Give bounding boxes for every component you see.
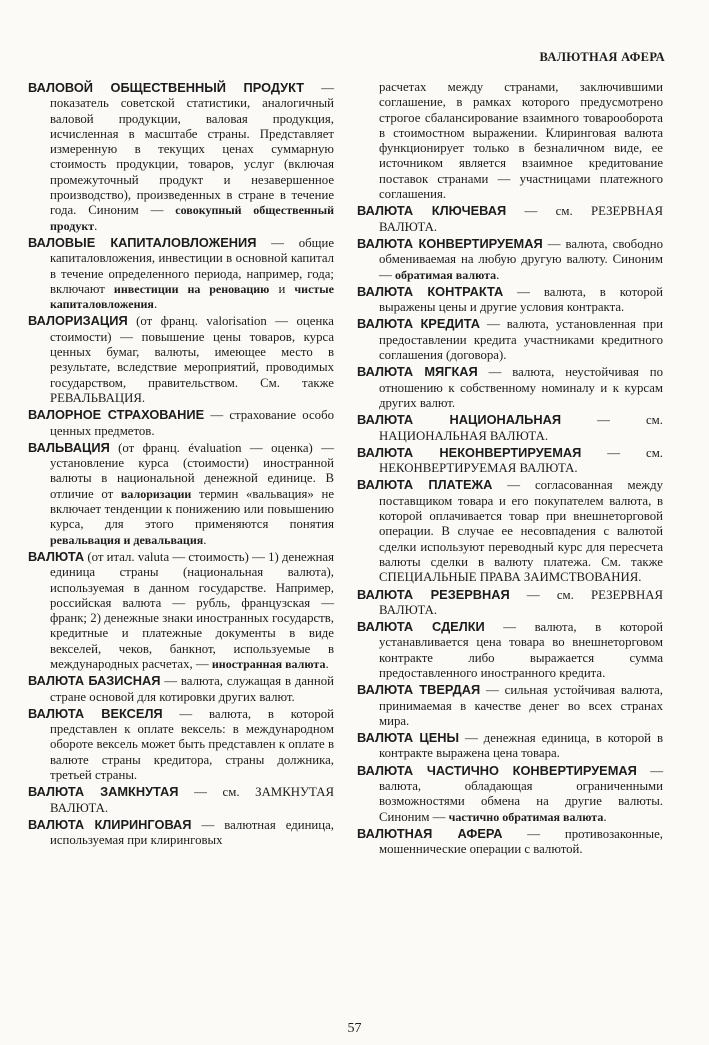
entry-body: . (325, 656, 329, 671)
entry-body: — см. НАЦИОНАЛЬНАЯ ВАЛЮТА. (379, 413, 663, 443)
entry-body: и (269, 281, 295, 296)
entry-body: — показатель советской статистики, аналогичный валовой продукции, валовая продукция, исчисленная в масштабе страны. Представляет измеренную в текущих ценах суммарную стоимость продукции, товаров, услуг (включая промежуточный продукт и незавершенное производство), произведенных в стране в течение года. Синоним — (50, 81, 334, 218)
dictionary-entry (357, 316, 663, 363)
entry-body: — страхование особо ценных предметов. (50, 408, 334, 438)
dictionary-entry (28, 313, 334, 406)
dictionary-entry (357, 284, 663, 316)
dictionary-entry (357, 477, 663, 585)
entry-headword: ВАЛОВОЙ ОБЩЕСТВЕННЫЙ ПРОДУКТ (28, 80, 305, 95)
entry-body: — см. НЕКОНВЕРТИРУЕМАЯ ВАЛЮТА. (379, 445, 663, 476)
dictionary-entry (28, 80, 334, 234)
entry-body: — валюта, в которой выражены цены и другие условия контракта. (379, 284, 663, 315)
page-number: 57 (347, 1021, 362, 1036)
entry-body: . (153, 297, 158, 312)
entry-body: . (603, 809, 607, 824)
entry-body: — валюта, в которой представлен к оплате вексель: в международном обороте вексель может быть представлен к оплате в валюте страны кредитора, страны должника, третьей страны. (50, 706, 334, 783)
entry-body: — общие капиталовложения, инвестиции в основной капитал в течение определенного периода, например, года; включают (50, 235, 334, 296)
dictionary-entry (28, 407, 334, 439)
dictionary-entry (28, 706, 334, 783)
entry-body: — см. РЕЗЕРВНАЯ ВАЛЮТА. (379, 204, 663, 234)
entry-cross-reference: обратимая валюта (395, 267, 497, 282)
entry-cross-reference: совокупный общественный продукт (50, 203, 335, 233)
entry-body: (от итал. valuta — стоимость) — 1) денежная единица страны (национальная валюта), используемая в данном государстве. Например, российская валюта — рубль, французская — франк; 2) денежные знаки иностранных государств, кредитные и платежные документы в виде векселей, чеков, банкнот, используемые в международных расчетах, — (50, 549, 334, 671)
entry-headword: ВАЛЮТА ПЛАТЕЖА (357, 477, 493, 493)
entry-body: — валютная единица, используемая при клиринговых (50, 817, 334, 848)
left-column (28, 80, 334, 850)
dictionary-entry (28, 235, 334, 312)
entry-body: — противозаконные, мошеннические операции с валютой. (379, 826, 663, 857)
entry-headword: ВАЛЮТА НЕКОНВЕРТИРУЕМАЯ (357, 444, 582, 460)
right-column (357, 80, 663, 859)
dictionary-entry (357, 236, 663, 283)
dictionary-entry (357, 587, 663, 619)
entry-body: — см. РЕЗЕРВНАЯ ВАЛЮТА. (379, 587, 663, 617)
entry-cross-reference: инвестиции на реновацию (113, 281, 270, 296)
dictionary-entry (357, 826, 663, 858)
entry-body: термин «вальвация» не включает тенденции к понижению или повышению курса, для этого применяются понятия (50, 486, 334, 532)
entry-body: — валюта, служащая в данной стране основой для котировки других валют. (50, 674, 334, 704)
entry-headword: ВАЛОРНОЕ СТРАХОВАНИЕ (28, 407, 205, 423)
entry-headword: ВАЛЬВАЦИЯ (28, 439, 110, 455)
entry-body: — валюта, неустойчивая по отношению к собственному номиналу и к курсам других валют. (379, 365, 664, 410)
dictionary-entry (357, 619, 663, 681)
entry-headword: ВАЛОРИЗАЦИЯ (28, 313, 128, 329)
dictionary-entry (357, 80, 663, 202)
entry-headword: ВАЛОВЫЕ КАПИТАЛОВЛОЖЕНИЯ (28, 234, 257, 250)
entry-headword: ВАЛЮТА (28, 548, 85, 564)
entry-body: — согласованная между поставщиком товара и его покупателем валюта, в которой оплачивается товар при внешнеторговой операции. В случае ее несовпадения с валютой сделки используют переводный курс для пересчета валюты сделки в валюту платежа. См. также СПЕЦИАЛЬНЫЕ ПРАВА ЗАИМСТВОВАНИЯ. (379, 478, 664, 585)
entry-headword: ВАЛЮТА НАЦИОНАЛЬНАЯ (357, 412, 562, 428)
dictionary-entry (357, 364, 663, 411)
entry-body: — валюта, установленная при предоставлении кредита участниками кредитного соглашения (договора). (379, 317, 663, 363)
entry-body: — денежная единица, в которой в контракте выражена цена товара. (379, 731, 663, 761)
entry-body: — валюта, обладающая ограниченными возможностями обмена на другие валюты. Синоним — (379, 763, 663, 824)
dictionary-entry (357, 203, 663, 235)
entry-headword: ВАЛЮТА ТВЕРДАЯ (357, 682, 481, 698)
entry-headword: ВАЛЮТА КЛИРИНГОВАЯ (28, 816, 192, 832)
entry-body: (от франц. évaluation — оценка) — установление курса (стоимости) иностранной валюты в национальной денежной единице. В отличие от (50, 440, 334, 501)
entry-cross-reference: ревальвация и девальвация (50, 532, 204, 547)
entry-headword: ВАЛЮТА ЗАМКНУТАЯ (28, 784, 179, 800)
entry-body: . (203, 532, 207, 547)
dictionary-entry (357, 682, 663, 729)
entry-body: расчетах между странами, заключившими соглашение, в рамках которого предусмотрено строгое сбалансирование взаимного товарооборота в стоимостном выражении. Клиринговая валюта функционирует только в безналичном виде, ее источником является взаимное кредитование поставок странами — участницами платежного соглашения. (379, 80, 663, 202)
entry-headword: ВАЛЮТА ЦЕНЫ (357, 730, 460, 746)
running-head: ВАЛЮТНАЯ АФЕРА (539, 50, 665, 64)
entry-body: — валюта, в которой устанавливается цена товара во внешнеторговом контракте либо выражается сумма предоставленного иностранного кредита. (379, 620, 663, 680)
dictionary-entry (28, 817, 334, 849)
entry-body: — см. ЗАМКНУТАЯ ВАЛЮТА. (50, 785, 334, 815)
entry-body: (от франц. valorisation — оценка стоимости) — повышение цены товаров, курса ценных бумаг, валюты, имеющее место в результате, вследствие мероприятий, проводимых государством, правительством. См. также РЕВАЛЬВАЦИЯ. (50, 314, 334, 405)
entry-cross-reference: чистые капиталовложения (50, 281, 334, 312)
entry-headword: ВАЛЮТА МЯГКАЯ (357, 364, 478, 380)
entry-headword: ВАЛЮТА ЧАСТИЧНО КОНВЕРТИРУЕМАЯ (357, 762, 637, 778)
dictionary-entry (357, 412, 663, 444)
entry-body: — валюта, свободно обмениваемая на любую другую валюту. Синоним — (379, 236, 663, 282)
entry-cross-reference: иностранная валюта (211, 656, 326, 671)
dictionary-entry (357, 730, 663, 762)
entry-body: . (94, 218, 98, 233)
entry-cross-reference: частично обратимая валюта (448, 809, 604, 824)
entry-headword: ВАЛЮТА КЛЮЧЕВАЯ (357, 203, 507, 219)
dictionary-entry (357, 445, 663, 477)
entry-headword: ВАЛЮТА КРЕДИТА (357, 316, 480, 332)
entry-headword: ВАЛЮТА РЕЗЕРВНАЯ (357, 586, 510, 602)
dictionary-entry (28, 440, 334, 548)
entry-headword: ВАЛЮТА КОНВЕРТИРУЕМАЯ (357, 235, 543, 251)
entry-headword: ВАЛЮТА КОНТРАКТА (357, 283, 504, 299)
entry-headword: ВАЛЮТНАЯ АФЕРА (357, 825, 503, 841)
dictionary-entry (357, 763, 663, 825)
entry-cross-reference: валоризации (120, 486, 192, 501)
entry-headword: ВАЛЮТА БАЗИСНАЯ (28, 673, 161, 689)
dictionary-entry (28, 784, 334, 816)
entry-headword: ВАЛЮТА ВЕКСЕЛЯ (28, 705, 163, 721)
entry-body: — сильная устойчивая валюта, принимаемая в качестве денег во всех странах мира. (379, 683, 664, 728)
dictionary-entry (28, 549, 334, 672)
dictionary-entry (28, 673, 334, 705)
entry-headword: ВАЛЮТА СДЕЛКИ (357, 619, 485, 635)
entry-body: . (496, 267, 500, 282)
